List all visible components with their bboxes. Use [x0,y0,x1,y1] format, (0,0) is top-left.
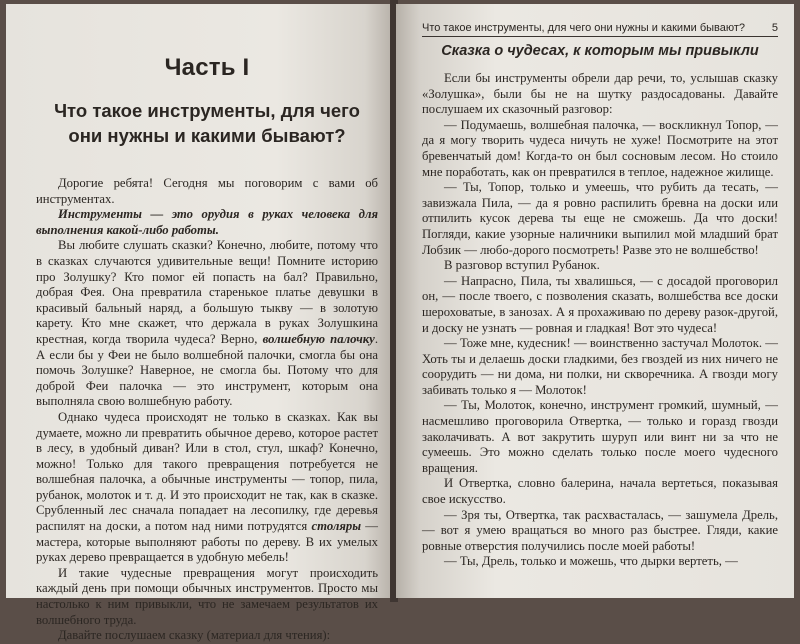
story-paragraph: — Ты, Топор, только и умеешь, что рубить да тесать, — завизжала Пила, — да я ровно распилить бревна на доски или отпилить кусок дерева ты еще не сможешь. Да что доски! Погляди, какие узорные наличники выпилил мой младший брат Лобзик — любо-дорого посмотреть! Разве это не волшебство! [422,180,778,257]
right-page-body [422,71,778,570]
listen-paragraph: Давайте послушаем сказку (материал для чтения): [58,628,331,643]
everyday-paragraph: И такие чудесные превращения могут происходить каждый день при помощи обычных инструментов. Просто мы настолько к ним привыкли, что не замечаем результатов их волшебного труда. [36,565,378,627]
intro-paragraph: Дорогие ребята! Сегодня мы поговорим с вами об инструментах. [36,176,378,206]
running-header-title: Что такое инструменты, для чего они нужны и какими бывают? [422,22,746,34]
story-paragraph: — Подумаешь, волшебная палочка, — воскликнул Топор, — да я могу творить чудеса ничуть не хуже! Посмотрите на этот бревенчатый дом! Когда-то он был сосновым лесом. Но стоило мне поработать, как он превратился в теплое, надежное жилище. [422,117,778,179]
definition-paragraph: Инструменты — это орудия в руках человека для выполнения какой-либо работы. [36,207,378,237]
fairy-tale-paragraph [36,238,378,410]
carpenters-emphasis: столяры [311,519,362,534]
story-paragraph: — Ты, Дрель, только и можешь, что дырки вертеть, — [444,554,738,569]
chapter-title: Что такое инструменты, для чего они нужны и какими бывают? [54,100,360,146]
running-header [422,22,778,37]
miracles-paragraph [36,410,378,566]
story-paragraph: — Напрасно, Пила, ты хвалишься, — с досадой проговорил он, — после твоего, с позволения сказать, волшебства все доски шероховатые, в занозах. А я прохаживаю по дереву разок-другой, и доску не узнать — ровная и гладкая! Вот это чудеса! [422,273,778,335]
miracles-text-a: Однако чудеса происходят не только в сказках. Как вы думаете, можно ли превратить обычное дерево, которое растет в лесу, в удобный диван? Или в стол, стул, шкаф? Конечно, можно! Только для такого превращения потребуется не волшебная палочка, а обычные инструменты — топор, пила, рубанок, молоток и т. д. И это происходит не так, как в сказке. Срубленный лес сначала попадает на лесопилку, где деревья распилят на доски, а потом над ними потрудятся [36,409,378,534]
left-page [6,4,392,643]
story-paragraph: И Отвертка, словно балерина, начала вертеться, показывая свое искусство. [422,476,778,507]
story-paragraph: В разговор вступил Рубанок. [444,258,600,273]
right-page [396,4,794,598]
story-paragraph: — Зря ты, Отвертка, так расхвасталась, — зашумела Дрель, — вот я умею вращаться во много раз быстрее. Гляди, какие ровные отверстия получились после моей работы! [422,507,778,553]
miracles-text-b: — мастера, которые выполняют работы по дереву. В их умелых руках дерево превращается в удобную мебель! [36,519,378,565]
magic-wand-emphasis: волшебную палочку [262,331,375,346]
fairy-tale-text-b: . А если бы у Феи не было волшебной палочки, смогла бы она помочь Золушке? Наверное, не смогла бы. Потому что для доброй Феи палочка — это инструмент, которым она выполняла свою волшебную работу. [36,331,378,409]
left-page-body [36,176,378,644]
story-paragraph: Если бы инструменты обрели дар речи, то, услышав сказку «Золушка», были бы не на шутку раздосадованы. Давайте послушаем их сказочный разговор: [422,71,778,117]
page-number: 5 [771,22,778,34]
fairy-tale-text-a: Вы любите слушать сказки? Конечно, любите, потому что в сказках случаются удивительные вещи! Помните историю про Золушку? Кто помог ей попасть на бал? Правильно, добрая Фея. Она превратила старенькое платье девушки в красивый бальный наряд, а большую тыкву — в золотую карету. Кто мне скажет, что держала в руках Золушкина крестная, когда творила чудеса? Верно, [36,238,378,346]
story-paragraph: — Тоже мне, кудесник! — воинственно застучал Молоток. — Хоть ты и делаешь доски гладкими, без гвоздей из них ничего не соорудить — ни дома, ни полки, ни скворечника. А гвозди могу забивать только я — Молоток! [422,336,778,397]
story-paragraph: — Ты, Молоток, конечно, инструмент громкий, шумный, — насмешливо проговорила Отвертка, — только и горазд гвозди заколачивать. А вот закрутить шуруп или винт ни за что не сумеешь. Это можно сделать только после моего чудесного вращения. [422,398,778,475]
part-title: Часть I [164,54,250,81]
story-title: Сказка о чудесах, к которым мы привыкли [441,43,759,59]
